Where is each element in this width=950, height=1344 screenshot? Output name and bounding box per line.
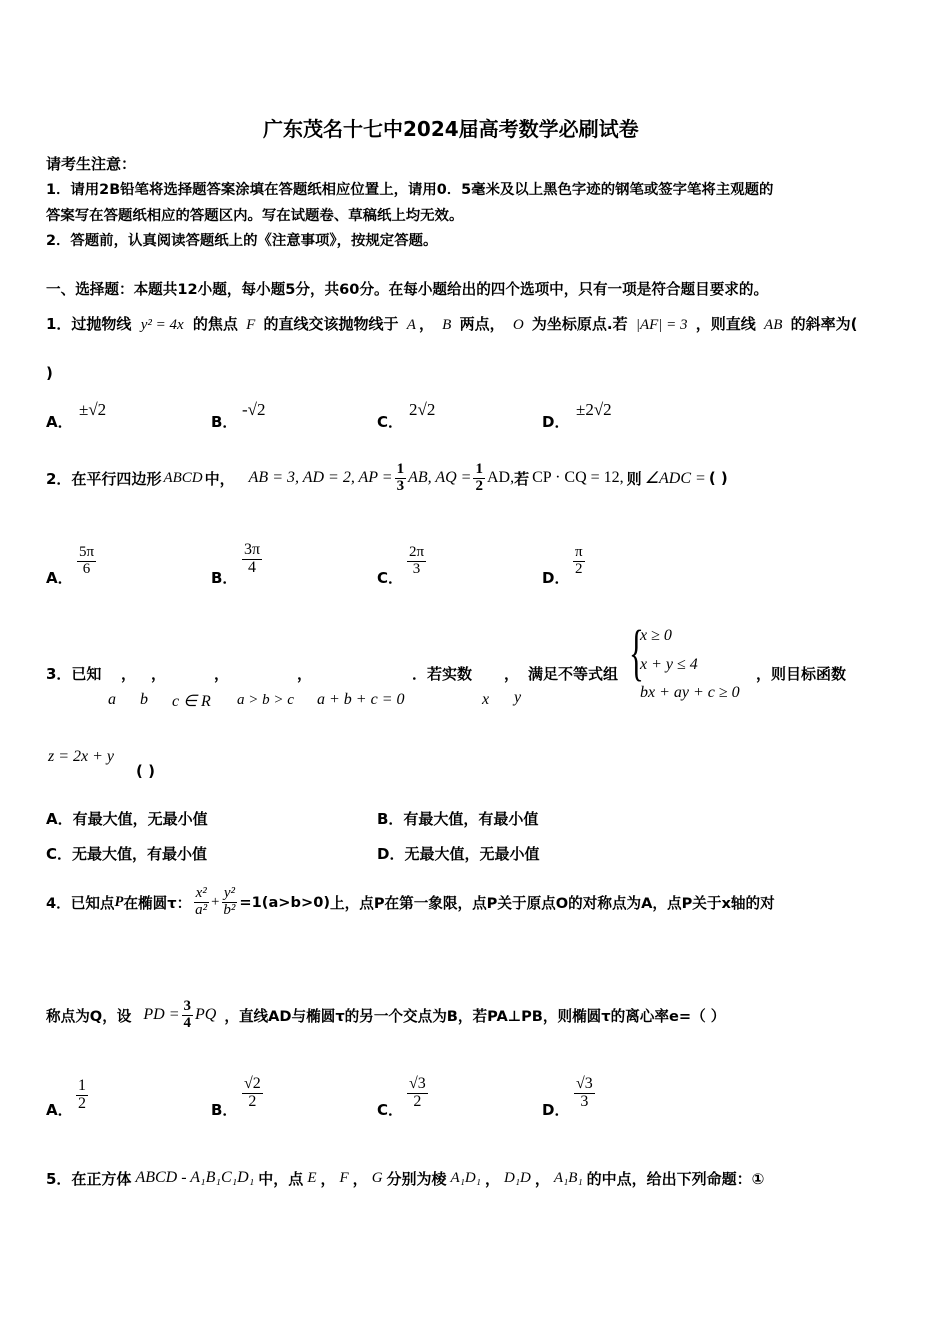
- notice-line-1a: 1．请用2B铅笔将选择题答案涂填在答题纸相应位置上，请用0．5毫米及以上黑色字迹的钢笔或签字笔将主观题的: [46, 182, 774, 198]
- q2-opt-d-num: π: [575, 544, 583, 560]
- q2-label-d: D．: [542, 569, 570, 587]
- q3-order: a > b > c: [237, 692, 294, 708]
- q4-eq-cond: =1(a>b>0): [239, 893, 331, 911]
- q4-text-3: 上，点P在第一象限，点P关于原点O的对称点为A，点P关于x轴的对: [330, 894, 775, 912]
- q1-option-d[interactable]: ±2√2: [576, 400, 612, 419]
- question-5: [46, 1160, 764, 1196]
- q4-x2: x²: [195, 884, 207, 901]
- q3-ineq-2: x + y ≤ 4: [640, 656, 698, 673]
- q3-sep-2: ，: [151, 665, 167, 683]
- q2-fraction-1-num: 1: [396, 461, 405, 477]
- q5-comma-2: ，: [352, 1169, 368, 1188]
- q4-fraction-3-4: [182, 999, 194, 1032]
- q4-label-a: A．: [46, 1101, 73, 1119]
- q5-edge-3: A₁B₁: [553, 1169, 583, 1186]
- notice-heading: 请考生注意：: [46, 155, 137, 173]
- question-4: 4．已知点 P 在椭圆 τ： $\frac{\text{x²}}{\text{a²}}$ + $\frac{\text{y²}}{\text{b²}}$ =1(a>b>0) 上，点P在第一象限，点P关于原点O的对称点为A，点P关于x轴的对: [46, 884, 775, 918]
- q5-comma-3: ，: [484, 1169, 500, 1188]
- q3-text-4: 满足不等式组: [528, 665, 619, 683]
- q1-label-b: B．: [211, 413, 238, 431]
- q1-option-b[interactable]: -√2: [242, 400, 266, 419]
- q1-text-3: 的直线交该抛物线于: [263, 315, 399, 333]
- q2-opt-b-num: 3π: [244, 541, 261, 558]
- q5-edge-2: D₁D: [504, 1169, 531, 1186]
- q3-var-a: a: [108, 691, 116, 708]
- q2-text-1: 2．在平行四边形: [46, 469, 162, 488]
- q1-text-5: 为坐标原点.若: [531, 315, 628, 333]
- q3-text-2: ．若实数: [412, 665, 473, 683]
- question-4-line-2: [46, 990, 725, 1040]
- q5-edge-1: A₁D₁: [450, 1169, 481, 1186]
- q3-system-brace: {: [629, 619, 644, 687]
- q3-sep-3: ，: [214, 665, 230, 683]
- q3-option-d[interactable]: D．无最大值，无最小值: [377, 845, 540, 863]
- q4-opt-c-den: 2: [413, 1092, 422, 1110]
- q1-text-6: ，则直线: [695, 315, 756, 333]
- q2-label-b: B．: [211, 569, 238, 587]
- q1-parabola-equation: y² = 4x: [140, 317, 184, 333]
- q2-opt-a-num: 5π: [79, 544, 95, 560]
- q1-condition: |AF| = 3: [635, 317, 688, 333]
- q5-comma-4: ，: [534, 1169, 550, 1188]
- q4-b2: b²: [223, 901, 236, 918]
- q4-y2: y²: [223, 884, 235, 901]
- q4-label-b: B．: [211, 1101, 238, 1119]
- q2-condition-c: AD,: [486, 469, 515, 487]
- q3-option-c[interactable]: C．无最大值，有最小值: [46, 845, 208, 863]
- q4-text-5: ，直线AD与椭圆τ的另一个交点为B，若PA⊥PB，则椭圆τ的离心率e=（ ）: [224, 1007, 726, 1025]
- q2-angle: ∠ADC =: [644, 470, 706, 488]
- q4-option-c[interactable]: [407, 1076, 428, 1111]
- q4-tau: τ：: [167, 894, 192, 912]
- q3-text-1: 3．已知: [46, 665, 102, 683]
- q2-fraction-2-num: 1: [475, 461, 483, 477]
- notice-line-2: 2．答题前，认真阅读答题纸上的《注意事项》，按规定答题。: [46, 233, 438, 249]
- q2-fraction-1-3: [395, 462, 407, 495]
- q2-opt-c-den: 3: [412, 560, 421, 577]
- q5-point-F: F: [339, 1169, 349, 1186]
- q4-point-P: P: [114, 893, 124, 910]
- q4-y-over-b: [221, 886, 237, 919]
- q1-text-4: 两点，: [459, 315, 505, 333]
- q3-paren: ( ): [136, 762, 155, 780]
- q2-option-d[interactable]: [573, 545, 585, 578]
- q2-opt-d-den: 2: [575, 560, 583, 577]
- q3-option-a[interactable]: A．有最大值，无最小值: [46, 810, 208, 828]
- q4-opt-c-num: √3: [409, 1075, 426, 1092]
- q3-text-5: ，则目标函数: [756, 665, 847, 683]
- q2-opt-a-den: 6: [82, 560, 91, 577]
- q2-fraction-1-den: 3: [396, 477, 405, 494]
- q4-text-2: 在椭圆: [123, 894, 168, 912]
- q1-close-paren: ): [46, 364, 53, 382]
- q4-opt-d-den: 3: [580, 1092, 589, 1110]
- q2-condition-b: AB, AQ =: [408, 469, 472, 487]
- q4-fn: 3: [183, 997, 192, 1014]
- q4-opt-a-num: 1: [78, 1077, 86, 1094]
- q4-x-over-a: [193, 886, 209, 919]
- q3-option-b[interactable]: B．有最大值，有最小值: [377, 810, 539, 828]
- q4-option-b[interactable]: [242, 1076, 263, 1111]
- q1-point-A: A: [406, 317, 416, 333]
- q2-text-5: ( ): [708, 469, 728, 488]
- q2-option-a[interactable]: [77, 545, 96, 578]
- q4-fd: 4: [183, 1014, 192, 1031]
- q4-text-1: 4．已知点: [46, 894, 115, 912]
- q5-point-G: G: [371, 1169, 383, 1186]
- question-1: 1．过抛物线 y² = 4x 的焦点 F 的直线交该抛物线于 A ， B 两点， O 为坐标原点.若 |AF| = 3 ，则直线 AB 的斜率为(: [46, 315, 858, 333]
- q3-ineq-1: x ≥ 0: [640, 627, 672, 644]
- q2-opt-b-den: 4: [248, 558, 257, 576]
- q2-condition-a: AB = 3, AD = 2, AP =: [248, 469, 393, 487]
- q1-focus-F: F: [246, 317, 256, 333]
- q3-var-y: y: [514, 689, 522, 706]
- q4-opt-d-num: √3: [576, 1075, 593, 1092]
- q3-objective: z = 2x + y: [48, 748, 115, 765]
- q4-opt-b-num: √2: [244, 1075, 261, 1092]
- q3-ineq-3: bx + ay + c ≥ 0: [640, 684, 740, 701]
- question-2: [46, 462, 728, 495]
- q5-text-1: 5．在正方体: [46, 1169, 132, 1188]
- q5-text-3: 分别为棱: [386, 1169, 447, 1188]
- q2-text-4: 则: [626, 469, 642, 488]
- q2-label-a: A．: [46, 569, 73, 587]
- q1-point-B: B: [442, 317, 452, 333]
- q2-parallelogram-name: ABCD: [163, 469, 203, 486]
- q2-label-c: C．: [377, 569, 404, 587]
- q4-label-d: D．: [542, 1101, 570, 1119]
- q2-text-3: 若: [514, 469, 530, 488]
- q4-opt-a-den: 2: [78, 1094, 86, 1112]
- q2-fraction-2-den: 2: [475, 477, 483, 494]
- q3-var-b: b: [140, 691, 148, 708]
- q2-fraction-1-2: [473, 462, 485, 495]
- q3-text-3: ，: [504, 665, 520, 683]
- q3-sep-1: ，: [121, 665, 137, 683]
- q3-var-x: x: [482, 691, 490, 708]
- q4-opt-b-den: 2: [248, 1092, 257, 1110]
- page-title: 广东茂名十七中2024届高考数学必刷试卷: [263, 117, 639, 141]
- q4-text-4: 称点为Q，设: [46, 1007, 132, 1025]
- q5-text-4: 的中点，给出下列命题：①: [586, 1169, 765, 1188]
- q3-sep-4: ，: [297, 665, 313, 683]
- q4-option-d[interactable]: [574, 1076, 595, 1111]
- section-heading: 一、选择题：本题共12小题，每小题5分，共60分。在每小题给出的四个选项中，只有一项是符合题目要求的。: [46, 281, 769, 298]
- q4-option-a[interactable]: [76, 1078, 88, 1113]
- q5-point-E: E: [307, 1169, 317, 1186]
- q1-label-c: C．: [377, 413, 404, 431]
- q1-text-2: 的焦点: [192, 315, 238, 333]
- q4-a2: a²: [195, 901, 208, 918]
- q1-line-AB: AB: [764, 317, 783, 333]
- q2-option-c[interactable]: [407, 545, 426, 578]
- q3-var-c-real: c ∈ R: [172, 693, 211, 710]
- q5-cube: ABCD - A₁B₁C₁D₁: [135, 1169, 255, 1186]
- q1-label-d: D．: [542, 413, 570, 431]
- q5-text-2: 中，点: [258, 1169, 304, 1188]
- q1-option-a[interactable]: ±√2: [79, 400, 107, 419]
- q4-label-c: C．: [377, 1101, 404, 1119]
- q2-opt-c-num: 2π: [409, 544, 425, 560]
- q3-sum-zero: a + b + c = 0: [317, 691, 405, 708]
- q1-option-c[interactable]: 2√2: [409, 400, 436, 419]
- q1-origin-O: O: [512, 317, 524, 333]
- q4-vec-PQ: PQ: [195, 1006, 217, 1023]
- q1-label-a: A．: [46, 413, 73, 431]
- q5-comma-1: ，: [320, 1169, 336, 1188]
- q2-option-b[interactable]: [242, 542, 262, 577]
- q1-text-7: 的斜率为(: [790, 315, 858, 333]
- q4-vec-PD: PD =: [143, 1006, 180, 1023]
- q1-text-1: 1．过抛物线: [46, 315, 132, 333]
- q2-text-2: 中，: [204, 469, 235, 488]
- notice-line-1b: 答案写在答题纸相应的答题区内。写在试题卷、草稿纸上均无效。: [46, 208, 464, 224]
- q2-dot-product: CP · CQ = 12,: [532, 469, 624, 487]
